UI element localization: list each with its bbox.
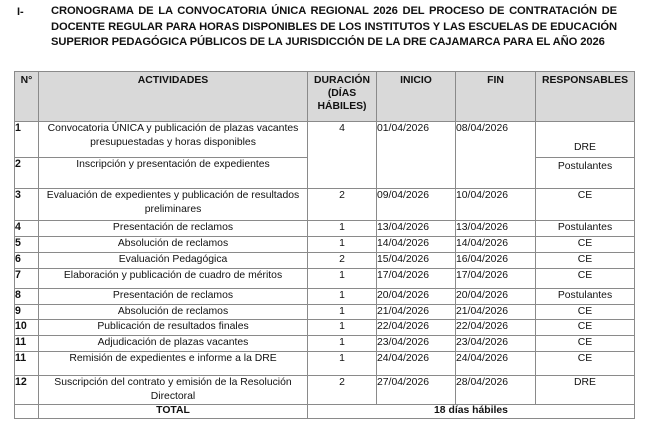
header-start: INICIO (377, 72, 456, 122)
row-start: 01/04/2026 (377, 122, 456, 189)
row-responsible: DRE (536, 376, 635, 405)
row-duration: 1 (308, 320, 377, 336)
row-duration: 1 (308, 336, 377, 352)
table-row (15, 253, 635, 269)
total-value: 18 días hábiles (308, 405, 635, 419)
row-activity: Presentación de reclamos (39, 289, 308, 305)
row-responsible: CE (536, 269, 635, 289)
document-title: CRONOGRAMA DE LA CONVOCATORIA ÚNICA REGIONAL 2026 DEL PROCESO DE CONTRATACIÓN DE DOCENTE REGULAR PARA HORAS DISPONIBLES DE LOS INSTITUTOS Y LAS ESCUELAS DE EDUCACIÓN SUPERIOR PEDAGÓGICA PÚBLICOS DE LA JURISDICCIÓN DE LA DRE CAJAMARCA PARA EL AÑO 2026 (51, 5, 617, 48)
row-duration: 4 (308, 122, 377, 189)
table-row (15, 376, 635, 405)
row-responsible: Postulantes (536, 221, 635, 237)
row-end: 22/04/2026 (456, 320, 536, 336)
row-duration: 2 (308, 253, 377, 269)
row-responsible: CE (536, 352, 635, 376)
row-end: 13/04/2026 (456, 221, 536, 237)
row-duration: 2 (308, 376, 377, 405)
row-activity: Elaboración y publicación de cuadro de méritos (39, 269, 308, 289)
row-responsible: CE (536, 336, 635, 352)
row-end: 24/04/2026 (456, 352, 536, 376)
row-responsible: CE (536, 305, 635, 320)
row-start: 21/04/2026 (377, 305, 456, 320)
row-num: 4 (15, 221, 39, 237)
row-activity: Presentación de reclamos (39, 221, 308, 237)
row-num: 7 (15, 269, 39, 289)
row-duration: 1 (308, 269, 377, 289)
row-activity: Adjudicación de plazas vacantes (39, 336, 308, 352)
row-start: 23/04/2026 (377, 336, 456, 352)
total-empty-cell (15, 405, 39, 419)
row-responsible: CE (536, 237, 635, 253)
table-row (15, 189, 635, 221)
row-start: 27/04/2026 (377, 376, 456, 405)
row-num: 5 (15, 237, 39, 253)
row-end: 10/04/2026 (456, 189, 536, 221)
row-duration: 1 (308, 305, 377, 320)
row-activity: Absolución de reclamos (39, 305, 308, 320)
schedule-table (14, 71, 635, 419)
table-row (15, 352, 635, 376)
row-activity: Inscripción y presentación de expedientes (39, 158, 308, 189)
row-responsible: Postulantes (536, 158, 635, 189)
table-row (15, 221, 635, 237)
row-start: 09/04/2026 (377, 189, 456, 221)
total-row (15, 405, 635, 419)
row-start: 20/04/2026 (377, 289, 456, 305)
row-start: 15/04/2026 (377, 253, 456, 269)
table-row (15, 305, 635, 320)
row-duration: 2 (308, 189, 377, 221)
row-start: 14/04/2026 (377, 237, 456, 253)
row-end: 28/04/2026 (456, 376, 536, 405)
row-end: 23/04/2026 (456, 336, 536, 352)
row-num: 3 (15, 189, 39, 221)
row-end: 17/04/2026 (456, 269, 536, 289)
row-activity: Suscripción del contrato y emisión de la Resolución Directoral (39, 376, 308, 405)
row-activity: Absolución de reclamos (39, 237, 308, 253)
row-start: 13/04/2026 (377, 221, 456, 237)
header-duration: DURACIÓN (DÍAS HÁBILES) (308, 72, 377, 122)
row-responsible: Postulantes (536, 289, 635, 305)
row-num: 9 (15, 305, 39, 320)
header-num: N° (15, 72, 39, 122)
table-row (15, 320, 635, 336)
table-row (15, 269, 635, 289)
row-end: 20/04/2026 (456, 289, 536, 305)
header-end: FIN (456, 72, 536, 122)
row-num: 6 (15, 253, 39, 269)
table-header-row (15, 72, 635, 122)
row-num: 10 (15, 320, 39, 336)
row-end: 08/04/2026 (456, 122, 536, 189)
section-number: I- (17, 6, 24, 18)
row-end: 16/04/2026 (456, 253, 536, 269)
row-start: 24/04/2026 (377, 352, 456, 376)
row-num: 12 (15, 376, 39, 405)
row-activity: Publicación de resultados finales (39, 320, 308, 336)
row-duration: 1 (308, 237, 377, 253)
table-row (15, 289, 635, 305)
row-duration: 1 (308, 289, 377, 305)
row-num: 8 (15, 289, 39, 305)
row-duration: 1 (308, 221, 377, 237)
row-end: 21/04/2026 (456, 305, 536, 320)
row-responsible: CE (536, 253, 635, 269)
row-activity: Remisión de expedientes e informe a la DRE (39, 352, 308, 376)
row-start: 17/04/2026 (377, 269, 456, 289)
total-label: TOTAL (39, 405, 308, 419)
row-activity: Evaluación de expedientes y publicación de resultados preliminares (39, 189, 308, 221)
row-responsible: DRE (536, 122, 635, 158)
row-end: 14/04/2026 (456, 237, 536, 253)
table-row (15, 237, 635, 253)
table-row (15, 336, 635, 352)
row-num: 2 (15, 158, 39, 189)
row-duration: 1 (308, 352, 377, 376)
row-num: 1 (15, 122, 39, 158)
header-activities: ACTIVIDADES (39, 72, 308, 122)
row-num: 11 (15, 336, 39, 352)
row-num: 11 (15, 352, 39, 376)
row-start: 22/04/2026 (377, 320, 456, 336)
table-row (15, 122, 635, 158)
header-responsible: RESPONSABLES (536, 72, 635, 122)
row-activity: Convocatoria ÚNICA y publicación de plazas vacantes presupuestadas y horas disponibles (39, 122, 308, 158)
row-responsible: CE (536, 320, 635, 336)
row-activity: Evaluación Pedagógica (39, 253, 308, 269)
row-responsible: CE (536, 189, 635, 221)
